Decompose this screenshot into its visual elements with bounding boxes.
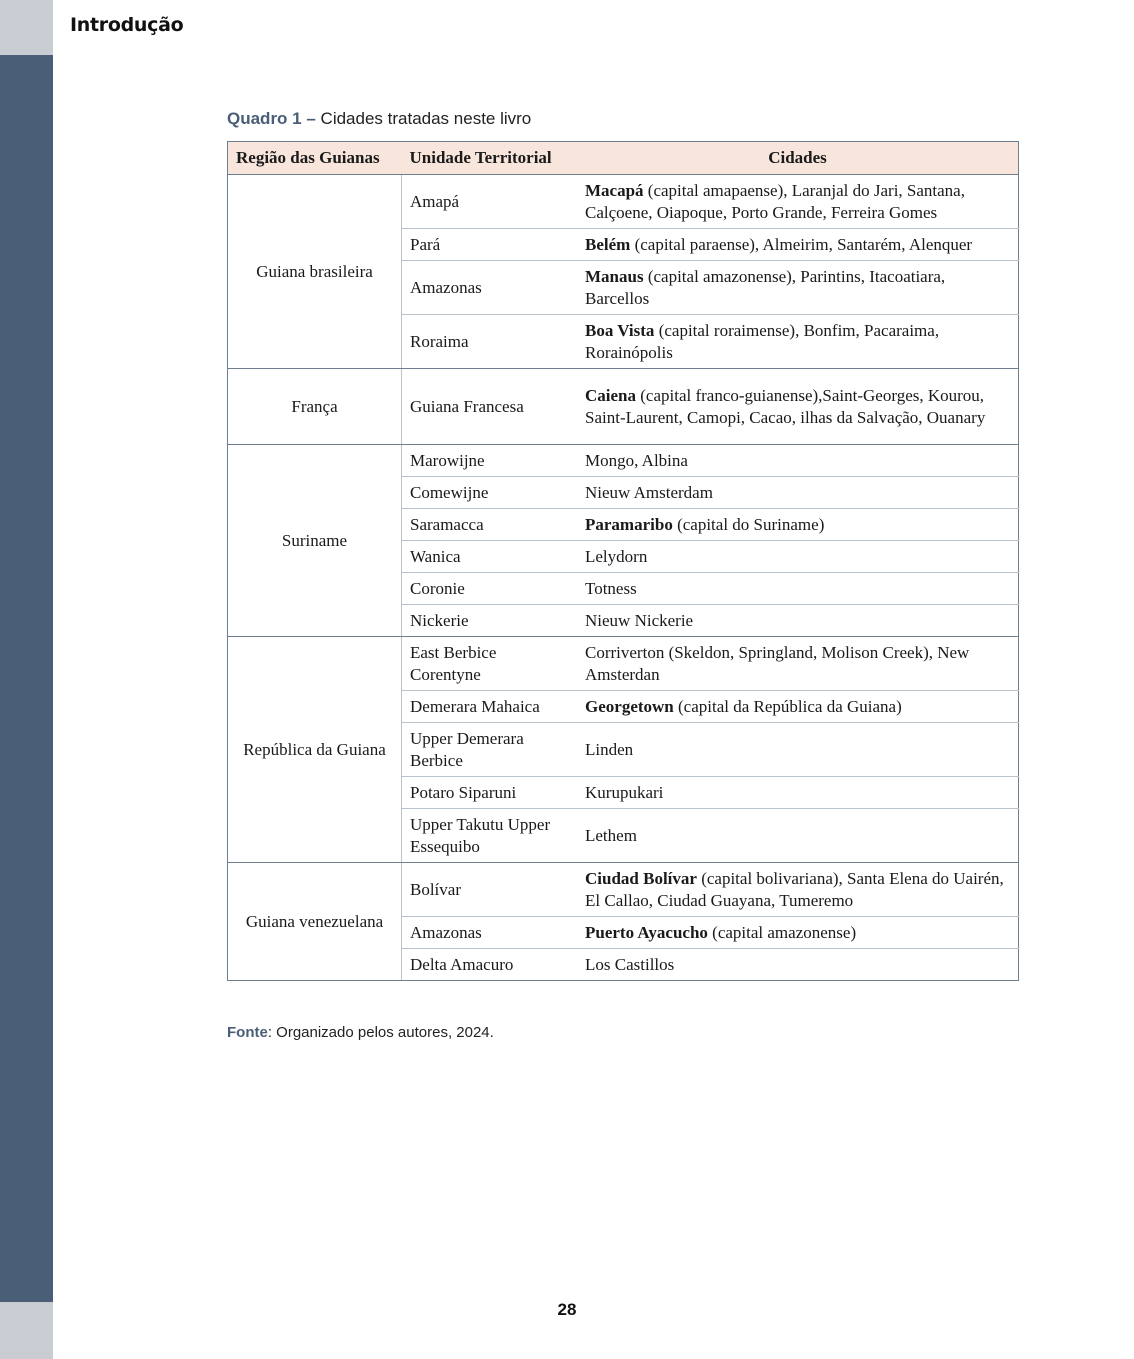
table-row xyxy=(228,637,1019,691)
cities-cell xyxy=(577,315,1019,369)
cities-text: Nieuw Amsterdam xyxy=(585,482,713,502)
cities-text: Totness xyxy=(585,578,637,598)
unit-cell: Pará xyxy=(402,229,578,261)
region-cell: Suriname xyxy=(228,445,402,637)
unit-cell: Potaro Siparuni xyxy=(402,777,578,809)
cities-cell xyxy=(577,261,1019,315)
unit-cell: Nickerie xyxy=(402,605,578,637)
cities-text: (capital amapaense), Laranjal do Jari, Santana, Calçoene, Oiapoque, Porto Grande, Ferreira Gomes xyxy=(585,181,965,222)
cities-text: Lethem xyxy=(585,825,637,845)
unit-cell: Saramacca xyxy=(402,509,578,541)
table-header-row xyxy=(228,142,1019,175)
unit-cell: Comewijne xyxy=(402,477,578,509)
cities-text: Lelydorn xyxy=(585,546,648,566)
cities-cell xyxy=(577,723,1019,777)
region-cell: República da Guiana xyxy=(228,637,402,863)
capital-city: Georgetown xyxy=(585,696,674,716)
cities-cell xyxy=(577,573,1019,605)
cities-cell xyxy=(577,369,1019,445)
unit-cell: Upper Demerara Berbice xyxy=(402,723,578,777)
unit-cell: Amapá xyxy=(402,175,578,229)
cities-text: (capital bolivariana), Santa Elena do Uairén, El Callao, Ciudad Guayana, Tumeremo xyxy=(585,869,1004,910)
table-row xyxy=(228,863,1019,917)
unit-cell: Demerara Mahaica xyxy=(402,691,578,723)
cities-text: Los Castillos xyxy=(585,954,675,974)
table-row xyxy=(228,369,1019,445)
capital-city: Ciudad Bolívar xyxy=(585,869,697,888)
capital-city: Boa Vista xyxy=(585,321,655,340)
sidebar-band xyxy=(0,55,53,1302)
header-unit: Unidade Territorial xyxy=(402,142,578,175)
cities-cell xyxy=(577,541,1019,573)
unit-cell: Delta Amacuro xyxy=(402,949,578,981)
capital-city: Manaus xyxy=(585,267,644,286)
cities-text: (capital da República da Guiana) xyxy=(673,696,902,716)
unit-cell: Roraima xyxy=(402,315,578,369)
cities-cell xyxy=(577,691,1019,723)
table-row xyxy=(228,175,1019,229)
region-cell: França xyxy=(228,369,402,445)
cities-cell xyxy=(577,175,1019,229)
table-body xyxy=(228,175,1019,981)
cities-text: (capital roraimense), Bonfim, Pacaraima, Rorainópolis xyxy=(585,321,940,362)
cities-text: Corriverton (Skeldon, Springland, Molison Creek), New Amsterdan xyxy=(585,643,970,684)
table-row xyxy=(228,445,1019,477)
unit-cell: Coronie xyxy=(402,573,578,605)
capital-city: Belém xyxy=(585,234,631,254)
header-region: Região das Guianas xyxy=(228,142,402,175)
region-cell: Guiana brasileira xyxy=(228,175,402,369)
cities-text: Mongo, Albina xyxy=(585,450,688,470)
section-title: Introdução xyxy=(70,14,184,36)
cities-cell xyxy=(577,863,1019,917)
sidebar-top-block xyxy=(0,0,53,55)
unit-cell: Upper Takutu Upper Essequibo xyxy=(402,809,578,863)
caption-text: Cidades tratadas neste livro xyxy=(315,109,532,128)
cities-text: (capital franco-guianense),Saint-Georges, Kourou, Saint-Laurent, Camopi, Cacao, ilhas da Salvação, Ouanary xyxy=(585,386,986,427)
source-label: Fonte xyxy=(227,1024,268,1041)
unit-cell: East Berbice Corentyne xyxy=(402,637,578,691)
capital-city: Paramaribo xyxy=(585,514,673,534)
cities-cell xyxy=(577,917,1019,949)
unit-cell: Amazonas xyxy=(402,917,578,949)
cities-cell xyxy=(577,949,1019,981)
cities-cell xyxy=(577,509,1019,541)
capital-city: Caiena xyxy=(585,386,636,405)
cities-table xyxy=(227,141,1019,981)
cities-cell xyxy=(577,229,1019,261)
table-caption xyxy=(227,109,531,129)
cities-text: (capital paraense), Almeirim, Santarém, Alenquer xyxy=(630,234,973,254)
cities-text: (capital amazonense), Parintins, Itacoatiara, Barcellos xyxy=(585,267,946,308)
cities-cell xyxy=(577,777,1019,809)
capital-city: Macapá xyxy=(585,181,644,200)
cities-text: Kurupukari xyxy=(585,782,664,802)
cities-cell xyxy=(577,477,1019,509)
caption-label: Quadro 1 – xyxy=(227,109,316,128)
source-text: : Organizado pelos autores, 2024. xyxy=(267,1024,494,1041)
table-source xyxy=(227,1024,494,1041)
region-cell: Guiana venezuelana xyxy=(228,863,402,981)
page-number: 28 xyxy=(557,1300,577,1319)
cities-text: Nieuw Nickerie xyxy=(585,610,694,630)
unit-cell: Marowijne xyxy=(402,445,578,477)
capital-city: Puerto Ayacucho xyxy=(585,922,708,942)
unit-cell: Amazonas xyxy=(402,261,578,315)
cities-cell xyxy=(577,637,1019,691)
unit-cell: Bolívar xyxy=(402,863,578,917)
cities-cell xyxy=(577,605,1019,637)
cities-cell xyxy=(577,445,1019,477)
unit-cell: Wanica xyxy=(402,541,578,573)
cities-text: (capital amazonense) xyxy=(707,922,857,942)
header-cities: Cidades xyxy=(577,142,1019,175)
cities-cell xyxy=(577,809,1019,863)
cities-text: Linden xyxy=(585,739,634,759)
unit-cell: Guiana Francesa xyxy=(402,369,578,445)
cities-text: (capital do Suriname) xyxy=(672,514,825,534)
